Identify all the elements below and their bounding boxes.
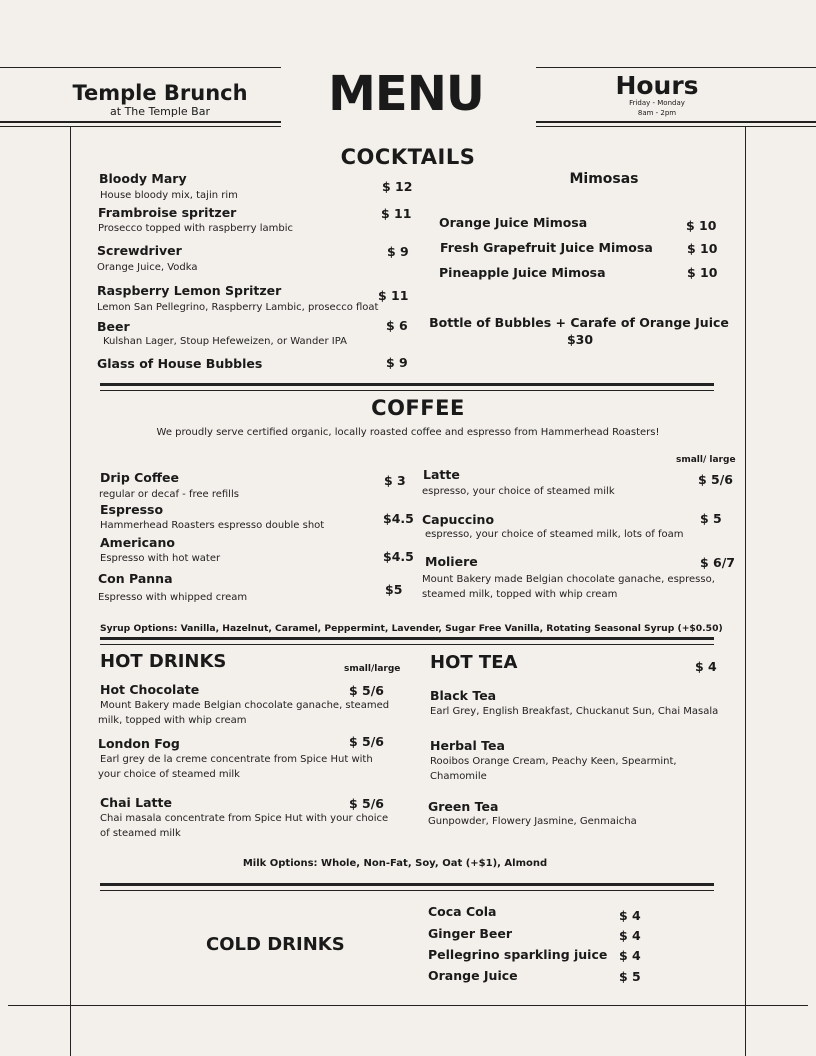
brand-title: Temple Brunch xyxy=(72,81,248,105)
header-rule-left-top xyxy=(0,67,281,68)
header-rule-right-top xyxy=(536,67,816,68)
hot-drink-desc: of steamed milk xyxy=(100,828,181,839)
coffee-desc: Hammerhead Roasters espresso double shot xyxy=(100,520,325,531)
mimosa-name: Pineapple Juice Mimosa xyxy=(439,265,606,280)
header-rule-left-bottom xyxy=(0,121,281,123)
carafe-price: $30 xyxy=(566,332,594,347)
mimosas-heading: Mimosas xyxy=(569,171,639,187)
hot-tea-price: $ 4 xyxy=(695,659,717,674)
coffee-name: Capuccino xyxy=(422,512,495,527)
coffee-price: $ 5 xyxy=(700,511,722,526)
hours-time: 8am - 2pm xyxy=(637,109,677,117)
cocktail-price: $ 12 xyxy=(382,179,413,194)
section-divider-thin xyxy=(100,890,714,891)
cocktail-price: $ 11 xyxy=(381,206,412,221)
brand-subtitle: at The Temple Bar xyxy=(110,105,210,118)
coffee-price: $ 5/6 xyxy=(698,472,734,487)
carafe-name: Bottle of Bubbles + Carafe of Orange Juice xyxy=(429,315,729,330)
syrup-note: Syrup Options: Vanilla, Hazelnut, Caramel, Peppermint, Lavender, Sugar Free Vanilla, Rotating Seasonal Syrup (+$0.50) xyxy=(100,623,723,634)
tea-desc: Gunpowder, Flowery Jasmine, Genmaicha xyxy=(428,816,637,827)
hot-drink-price: $ 5/6 xyxy=(349,734,385,749)
coffee-desc: espresso, your choice of steamed milk, lots of foam xyxy=(425,529,684,540)
hot-drink-desc: Chai masala concentrate from Spice Hut with your choice xyxy=(100,813,389,824)
hot-drink-desc: milk, topped with whip cream xyxy=(98,715,247,726)
frame-right xyxy=(745,126,746,1056)
coffee-name: Latte xyxy=(423,467,460,482)
coffee-name: Espresso xyxy=(100,502,164,517)
coffee-desc: espresso, your choice of steamed milk xyxy=(422,486,615,497)
cold-drink-name: Coca Cola xyxy=(428,904,497,919)
hot-drink-desc: your choice of steamed milk xyxy=(98,769,240,780)
hot-drink-price: $ 5/6 xyxy=(349,796,385,811)
cocktail-price: $ 9 xyxy=(387,244,409,259)
coffee-desc: steamed milk, topped with whip cream xyxy=(422,589,618,600)
hot-drink-name: Chai Latte xyxy=(100,795,172,810)
coffee-name: Moliere xyxy=(425,554,478,569)
tea-desc: Earl Grey, English Breakfast, Chuckanut Sun, Chai Masala xyxy=(430,706,719,717)
cold-drink-price: $ 4 xyxy=(619,928,641,943)
tea-desc: Rooibos Orange Cream, Peachy Keen, Spearmint, xyxy=(430,756,677,767)
coffee-desc: regular or decaf - free refills xyxy=(99,489,239,500)
hot-drink-price: $ 5/6 xyxy=(349,683,385,698)
cold-drink-name: Pellegrino sparkling juice xyxy=(428,947,608,962)
cold-drink-price: $ 4 xyxy=(619,908,641,923)
cocktail-price: $ 6 xyxy=(386,318,408,333)
cocktail-name: Raspberry Lemon Spritzer xyxy=(97,283,282,298)
mimosa-price: $ 10 xyxy=(687,241,718,256)
cocktail-name: Bloody Mary xyxy=(99,171,187,186)
section-divider-thin xyxy=(100,644,714,645)
tea-name: Green Tea xyxy=(428,799,499,814)
tea-name: Herbal Tea xyxy=(430,738,505,753)
cocktail-name: Screwdriver xyxy=(97,243,182,258)
coffee-price: $5 xyxy=(385,582,403,597)
coffee-price: $4.5 xyxy=(383,549,414,564)
header-rule-right-bottom2 xyxy=(536,126,816,127)
section-divider xyxy=(100,383,714,386)
coffee-name: Americano xyxy=(100,535,175,550)
section-divider xyxy=(100,883,714,886)
hot-drink-name: London Fog xyxy=(98,736,180,751)
cocktails-heading: COCKTAILS xyxy=(340,145,476,169)
hot-drink-desc: Earl grey de la creme concentrate from Spice Hut with xyxy=(100,754,373,765)
cold-drink-name: Ginger Beer xyxy=(428,926,513,941)
coffee-price: $ 6/7 xyxy=(700,555,736,570)
cold-drink-name: Orange Juice xyxy=(428,968,518,983)
mimosa-price: $ 10 xyxy=(687,265,718,280)
tea-name: Black Tea xyxy=(430,688,497,703)
cocktail-name: Beer xyxy=(97,319,130,334)
hot-drink-desc: Mount Bakery made Belgian chocolate ganache, steamed xyxy=(100,700,390,711)
coffee-heading: COFFEE xyxy=(371,396,465,420)
cocktail-price: $ 9 xyxy=(386,355,408,370)
frame-left xyxy=(70,126,71,1056)
coffee-size-label: small/ large xyxy=(676,455,736,465)
hours-title: Hours xyxy=(615,71,699,100)
section-divider-thin xyxy=(100,390,714,391)
hours-days: Friday - Monday xyxy=(629,99,685,107)
cocktail-desc: Lemon San Pellegrino, Raspberry Lambic, prosecco float xyxy=(97,302,379,313)
cocktail-desc: House bloody mix, tajin rim xyxy=(100,190,238,201)
coffee-name: Con Panna xyxy=(98,571,173,586)
coffee-price: $4.5 xyxy=(383,511,414,526)
cold-drinks-heading: COLD DRINKS xyxy=(206,934,345,955)
cocktail-desc: Kulshan Lager, Stoup Hefeweizen, or Wander IPA xyxy=(103,336,347,347)
cold-drink-price: $ 5 xyxy=(619,969,641,984)
tea-desc: Chamomile xyxy=(430,771,487,782)
cocktail-name: Frambroise spritzer xyxy=(98,205,237,220)
hot-drinks-size-label: small/large xyxy=(344,664,401,674)
cold-drink-price: $ 4 xyxy=(619,948,641,963)
coffee-desc: Espresso with whipped cream xyxy=(98,592,248,603)
milk-note: Milk Options: Whole, Non-Fat, Soy, Oat (+$1), Almond xyxy=(242,858,548,869)
hot-drink-name: Hot Chocolate xyxy=(100,682,200,697)
mimosa-price: $ 10 xyxy=(686,218,717,233)
coffee-desc: Espresso with hot water xyxy=(100,553,221,564)
section-divider xyxy=(100,637,714,640)
header-rule-right-bottom xyxy=(536,121,816,123)
coffee-price: $ 3 xyxy=(384,473,406,488)
footer-rule xyxy=(8,1005,808,1006)
coffee-name: Drip Coffee xyxy=(100,470,179,485)
hot-tea-heading: HOT TEA xyxy=(430,652,518,673)
coffee-intro: We proudly serve certified organic, locally roasted coffee and espresso from Hammerhead Roasters! xyxy=(156,427,660,438)
cocktail-desc: Prosecco topped with raspberry lambic xyxy=(98,223,294,234)
mimosa-name: Orange Juice Mimosa xyxy=(439,215,588,230)
cocktail-desc: Orange Juice, Vodka xyxy=(97,262,198,273)
cocktail-price: $ 11 xyxy=(378,288,409,303)
coffee-desc: Mount Bakery made Belgian chocolate ganache, espresso, xyxy=(422,574,715,585)
header-rule-left-bottom2 xyxy=(0,126,281,127)
mimosa-name: Fresh Grapefruit Juice Mimosa xyxy=(440,240,653,255)
cocktail-name: Glass of House Bubbles xyxy=(97,356,263,371)
hot-drinks-heading: HOT DRINKS xyxy=(100,651,227,672)
page-title: MENU xyxy=(328,66,484,122)
